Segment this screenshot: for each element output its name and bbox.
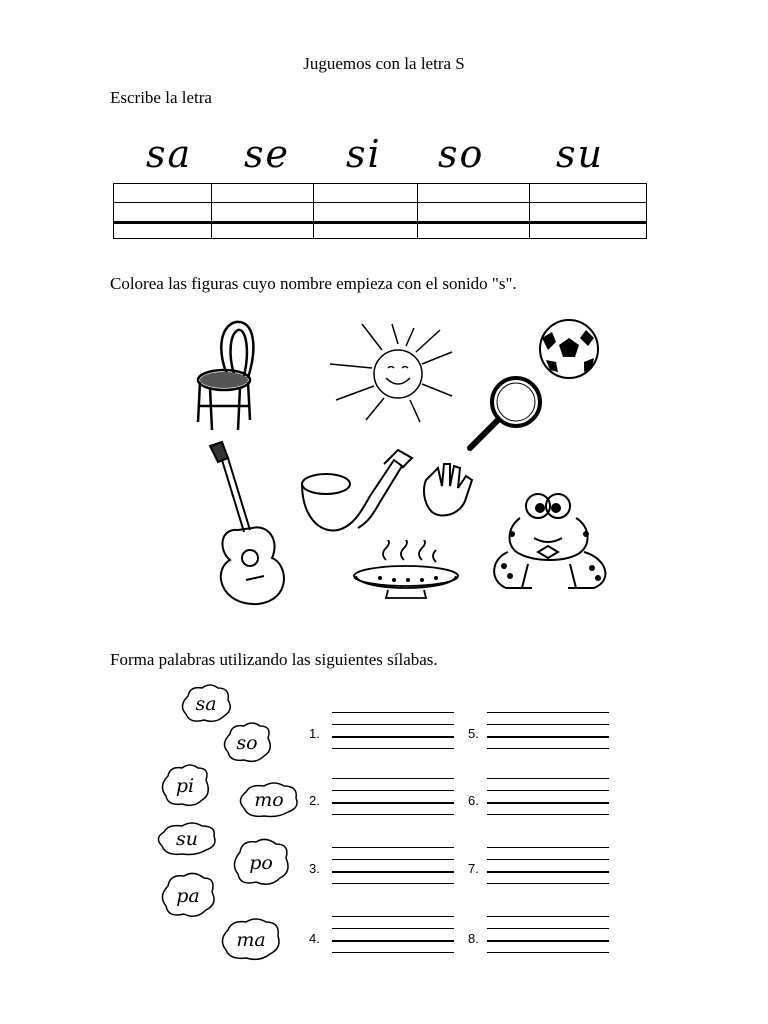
syllable-text: mo	[254, 789, 284, 811]
syllable-bubble	[220, 918, 282, 962]
syllable-bubble	[160, 764, 210, 808]
instruction-color: Colorea las figuras cuyo nombre empieza con el sonido "s".	[110, 274, 517, 293]
syllable-bubble	[232, 838, 290, 888]
item-number: 6.	[468, 793, 479, 808]
item-number: 4.	[309, 931, 320, 946]
answer-lines[interactable]	[487, 712, 609, 748]
item-number: 7.	[468, 861, 479, 876]
syllable-text: so	[236, 732, 258, 754]
syllable-text: pa	[176, 885, 200, 907]
syllable-text: su	[176, 828, 198, 850]
soup-bowl-icon[interactable]	[348, 540, 466, 608]
item-number: 8.	[468, 931, 479, 946]
soccer-ball-icon[interactable]	[536, 318, 602, 380]
syllable-bubble	[222, 722, 272, 764]
answer-lines[interactable]	[487, 847, 609, 883]
pipe-icon[interactable]	[298, 444, 418, 536]
syllable-text: po	[249, 852, 273, 874]
cursive-syllable: sa	[146, 132, 193, 176]
syllable-bubble	[156, 822, 218, 856]
cursive-syllable: so	[438, 132, 485, 176]
magnifying-glass-icon[interactable]	[460, 372, 550, 456]
chair-icon[interactable]	[188, 316, 268, 436]
cursive-syllable: si	[346, 132, 382, 176]
answer-lines[interactable]	[332, 847, 454, 883]
syllable-bubble	[160, 872, 216, 920]
answer-lines[interactable]	[487, 778, 609, 814]
sun-icon[interactable]	[322, 316, 462, 426]
instruction-form-words: Forma palabras utilizando las siguientes sílabas.	[110, 650, 438, 669]
cursive-syllable: se	[244, 132, 290, 176]
item-number: 5.	[468, 726, 479, 741]
syllable-bubble	[180, 684, 232, 724]
instruction-write: Escribe la letra	[110, 88, 212, 107]
item-number: 1.	[309, 726, 320, 741]
writing-grid[interactable]	[113, 183, 647, 239]
answer-lines[interactable]	[487, 916, 609, 952]
answer-lines[interactable]	[332, 778, 454, 814]
cursive-syllable: su	[556, 132, 604, 176]
answer-lines[interactable]	[332, 916, 454, 952]
glove-icon[interactable]	[418, 458, 484, 520]
guitar-icon[interactable]	[200, 440, 296, 610]
frog-icon[interactable]	[488, 488, 618, 596]
syllable-text: pi	[175, 775, 195, 797]
syllable-text: ma	[236, 929, 266, 951]
item-number: 3.	[309, 861, 320, 876]
item-number: 2.	[309, 793, 320, 808]
page-title: Juguemos con la letra S	[303, 54, 465, 73]
syllable-text: sa	[195, 693, 217, 715]
answer-lines[interactable]	[332, 712, 454, 748]
syllable-bubble	[238, 782, 300, 818]
